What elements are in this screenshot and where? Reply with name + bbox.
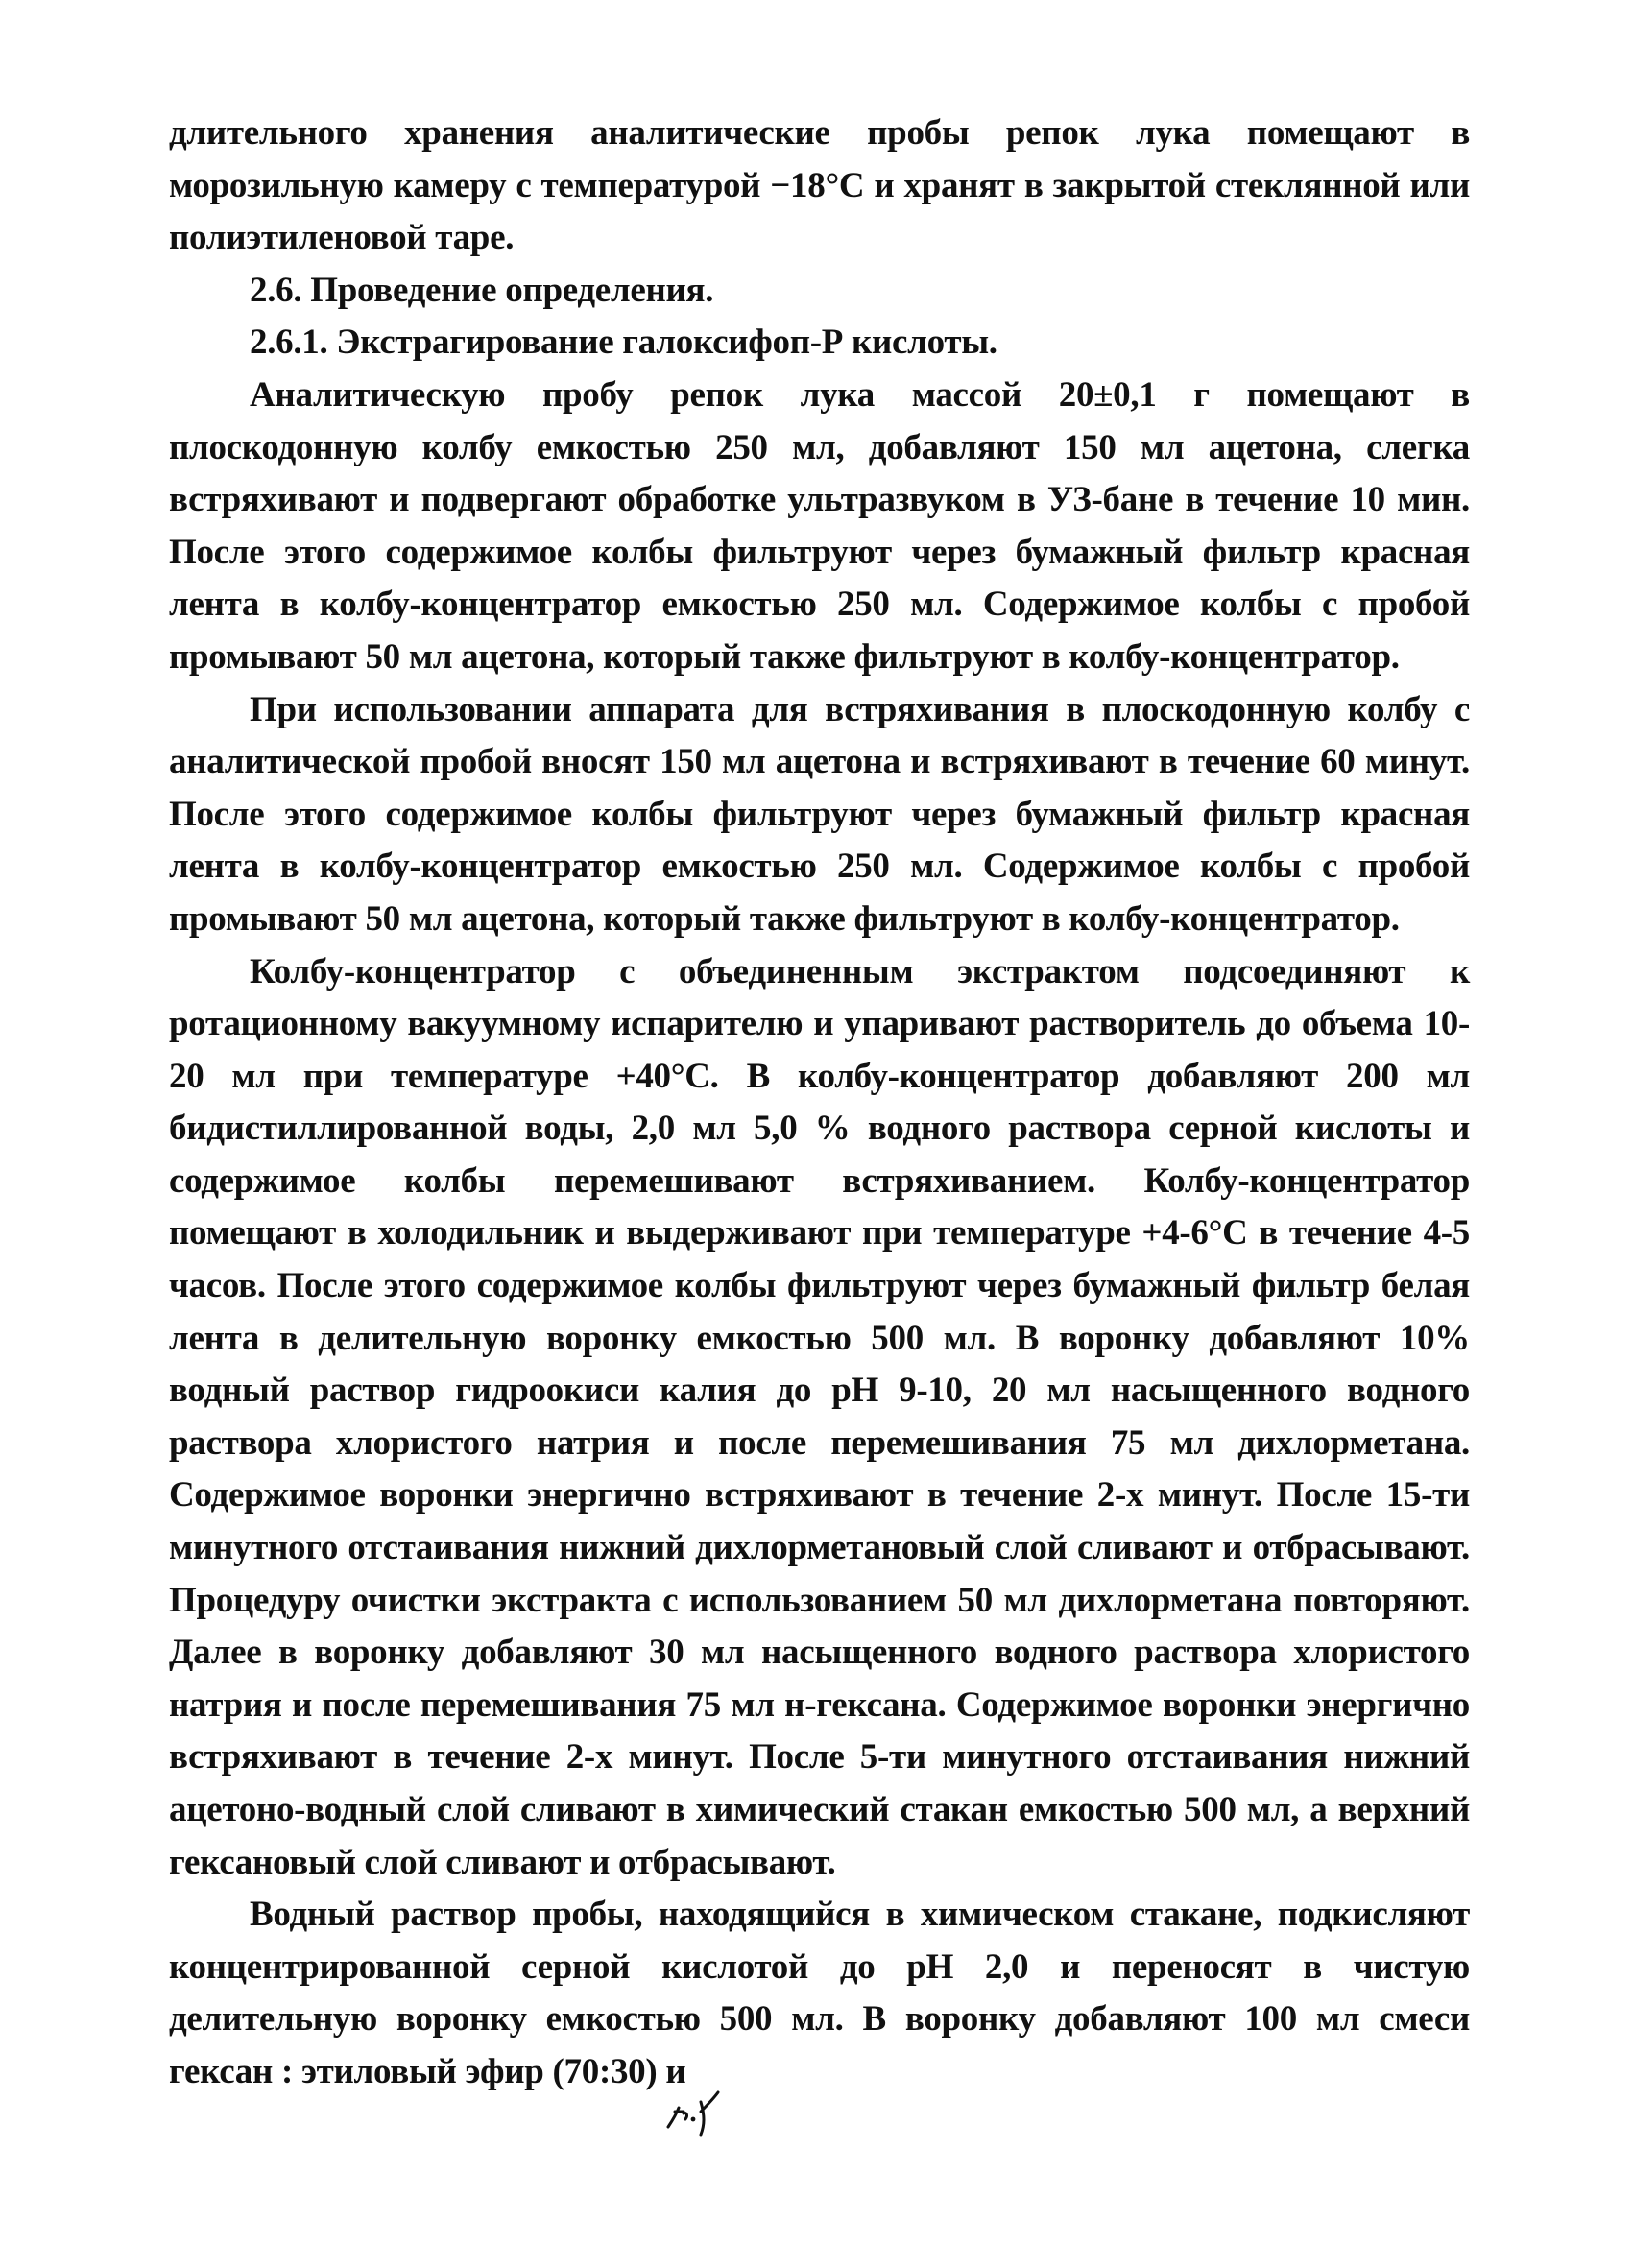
paragraph-extraction: Аналитическую пробу репок лука массой 20±0,1 г помещают в плоскодонную колбу емкостью 250 мл, добавляют 150 мл ацетона, слегка встряхивают и подвергают обработке ультразвуком в УЗ-бане в течение 10 мин. После этого содержимое колбы фильтруют через бумажный фильтр красная лента в колбу-концентратор емкостью 250 мл. Содержимое колбы с пробой промывают 50 мл ацетона, который также фильтруют в колбу-концентратор.	[169, 374, 1470, 677]
handwritten-signature	[662, 2083, 730, 2140]
document-body	[169, 107, 1470, 2099]
paragraph-continuation: длительного хранения аналитические пробы репок лука помещают в морозильную камеру с температурой −18°С и хранят в закрытой стеклянной или полиэтиленовой таре.	[169, 113, 1470, 258]
section-heading-2-6-1: 2.6.1. Экстрагирование галоксифоп-Р кислоты.	[250, 322, 997, 363]
paragraph-shaking-apparatus: При использовании аппарата для встряхивания в плоскодонную колбу с аналитической пробой вносят 150 мл ацетона и встряхивают в течение 60 минут. После этого содержимое колбы фильтруют через бумажный фильтр красная лента в колбу-концентратор емкостью 250 мл. Содержимое колбы с пробой промывают 50 мл ацетона, который также фильтруют в колбу-концентратор.	[169, 689, 1470, 939]
paragraph-acidification: Водный раствор пробы, находящийся в химическом стакане, подкисляют концентрированной серной кислотой до рН 2,0 и переносят в чистую делительную воронку емкостью 500 мл. В воронку добавляют 100 мл смеси гексан : этиловый эфир (70:30) и	[169, 1895, 1470, 2091]
paragraph-concentration: Колбу-концентратор с объединенным экстрактом подсоединяют к ротационному вакуумному испарителю и упаривают растворитель до объема 10-20 мл при температуре +40°С. В колбу-концентратор добавляют 200 мл бидистиллированной воды, 2,0 мл 5,0 % водного раствора серной кислоты и содержимое колбы перемешивают встряхиванием. Колбу-концентратор помещают в холодильник и выдерживают при температуре +4-6°С в течение 4-5 часов. После этого содержимое колбы фильтруют через бумажный фильтр белая лента в делительную воронку емкостью 500 мл. В воронку добавляют 10% водный раствор гидроокиси калия до рН 9-10, 20 мл насыщенного водного раствора хлористого натрия и после перемешивания 75 мл дихлорметана. Содержимое воронки энергично встряхивают в течение 2-х минут. После 15-ти минутного отстаивания нижний дихлорметановый слой сливают и отбрасывают. Процедуру очистки экстракта с использованием 50 мл дихлорметана повторяют. Далее в воронку добавляют 30 мл насыщенного водного раствора хлористого натрия и после перемешивания 75 мл н-гексана. Содержимое воронки энергично встряхивают в течение 2-х минут. После 5-ти минутного отстаивания нижний ацетоно-водный слой сливают в химический стакан емкостью 500 мл, а верхний гексановый слой сливают и отбрасывают.	[169, 951, 1470, 1882]
section-heading-2-6: 2.6. Проведение определения.	[250, 270, 714, 310]
